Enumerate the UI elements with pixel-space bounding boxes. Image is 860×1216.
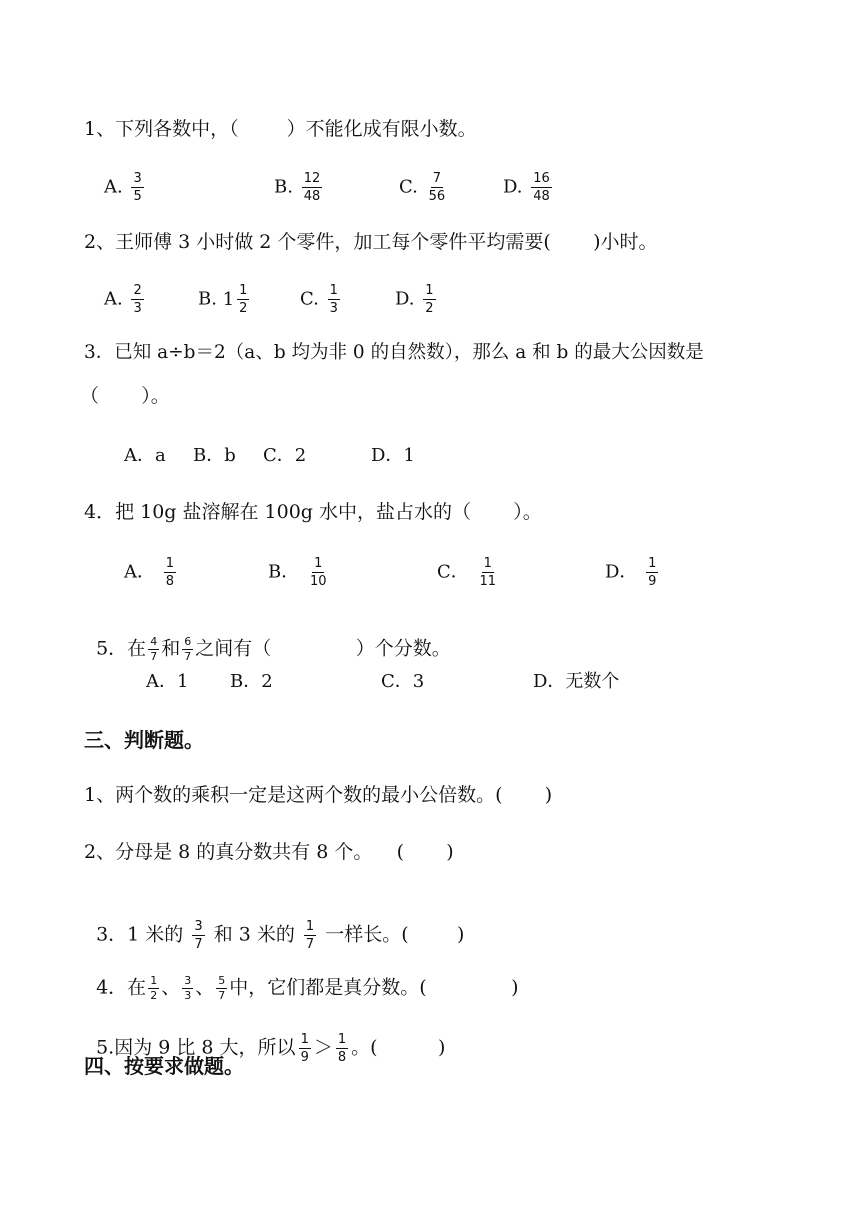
question-3-option-c: C．2 — [263, 445, 307, 466]
fraction: $\frac{5}{7}$ — [218, 974, 226, 1002]
judgement-4: 4．在 $\frac{1}{2}$ 、 $\frac{3}{3}$ 、 $\frac{5}{7}$ 中，它们都是真分数。( ) — [96, 974, 519, 1002]
question-2-option-a: A. $\frac{2}{3}$ — [104, 283, 142, 316]
question-4-option-a: A． $\frac{1}{8}$ — [124, 556, 175, 589]
question-3-line-1: 3．已知 a÷b＝2（a、b 均为非 0 的自然数），那么 a 和 b 的最大公因数是 — [84, 342, 704, 363]
fraction: $\frac{1}{9}$ — [648, 556, 657, 589]
fraction: $\frac{1}{9}$ — [300, 1032, 309, 1065]
question-5-option-a: A．1 — [146, 671, 189, 692]
fraction: $\frac{1}{8}$ — [165, 556, 175, 589]
question-3-option-d: D．1 — [371, 445, 415, 466]
fraction: $\frac{7}{56}$ — [428, 171, 446, 204]
question-1-text-a: 1、下列各数中，（ — [84, 118, 239, 140]
question-4-option-c: C． $\frac{1}{11}$ — [437, 556, 497, 589]
fraction: $\frac{1}{2}$ — [150, 974, 158, 1002]
fraction: $\frac{4}{7}$ — [150, 635, 158, 663]
question-1-option-d: D. $\frac{16}{48}$ — [503, 171, 550, 204]
fraction: $\frac{3}{3}$ — [184, 974, 192, 1002]
question-3-line-2: （ ）。 — [80, 385, 170, 407]
fraction: $\frac{1}{11}$ — [479, 556, 497, 589]
fraction: $\frac{16}{48}$ — [533, 171, 550, 204]
question-3-option-b: B．b — [193, 445, 236, 466]
fraction: $\frac{1}{10}$ — [309, 556, 327, 589]
question-5: 5．在 $\frac{4}{7}$ 和 $\frac{6}{7}$ 之间有（ ）个分数。 — [96, 635, 451, 663]
question-2-option-b: B. 1 1 2 — [198, 283, 252, 316]
judgement-1: 1、两个数的乘积一定是这两个数的最小公倍数。( ) — [84, 784, 553, 806]
question-4-option-d: D． $\frac{1}{9}$ — [605, 556, 657, 589]
question-1-option-a: A. $\frac{3}{5}$ — [104, 171, 142, 204]
judgement-2: 2、分母是 8 的真分数共有 8 个。 ( ) — [84, 841, 454, 863]
question-2-option-c: C. $\frac{1}{3}$ — [300, 283, 338, 316]
mixed-number: 1 1 2 — [222, 283, 248, 316]
fraction: $\frac{1}{2}$ — [425, 283, 434, 316]
fraction: $\frac{1}{3}$ — [329, 283, 338, 316]
fraction: 1 2 — [239, 283, 248, 316]
section-3-title: 三、判断题。 — [84, 728, 204, 752]
question-2: 2、王师傅 3 小时做 2 个零件，加工每个零件平均需要( )小时。 — [84, 231, 658, 253]
question-3-option-a: A．a — [124, 445, 166, 466]
fraction: $\frac{1}{8}$ — [337, 1032, 347, 1065]
fraction: $\frac{1}{7}$ — [305, 919, 315, 952]
judgement-3: 3．1 米的 $\frac{3}{7}$ 和 3 米的 $\frac{1}{7}$ 一样长。( ) — [96, 919, 465, 952]
question-1-option-b: B. $\frac{12}{48}$ — [274, 171, 321, 204]
fraction: $\frac{6}{7}$ — [184, 635, 192, 663]
fraction: $\frac{12}{48}$ — [303, 171, 321, 204]
question-5-option-b: B．2 — [230, 671, 273, 692]
judgement-5: 5.因为 9 比 8 大，所以 $\frac{1}{9}$ ＞ $\frac{1}{8}$ 。( ) — [96, 1032, 446, 1065]
question-1-option-c: C. $\frac{7}{56}$ — [399, 171, 446, 204]
question-5-option-d: D．无数个 — [533, 671, 620, 692]
section-4-title: 四、按要求做题。 — [84, 1054, 244, 1078]
question-4-option-b: B． $\frac{1}{10}$ — [268, 556, 327, 589]
fraction: $\frac{2}{3}$ — [133, 283, 142, 316]
question-2-option-d: D. $\frac{1}{2}$ — [395, 283, 434, 316]
question-1 — [84, 117, 477, 141]
fraction: $\frac{3}{7}$ — [194, 919, 203, 952]
question-1-text-b: ）不能化成有限小数。 — [286, 118, 477, 140]
question-4: 4．把 10g 盐溶解在 100g 水中，盐占水的（ ）。 — [84, 501, 542, 523]
fraction: $\frac{3}{5}$ — [133, 171, 142, 204]
question-5-option-c: C．3 — [381, 671, 425, 692]
